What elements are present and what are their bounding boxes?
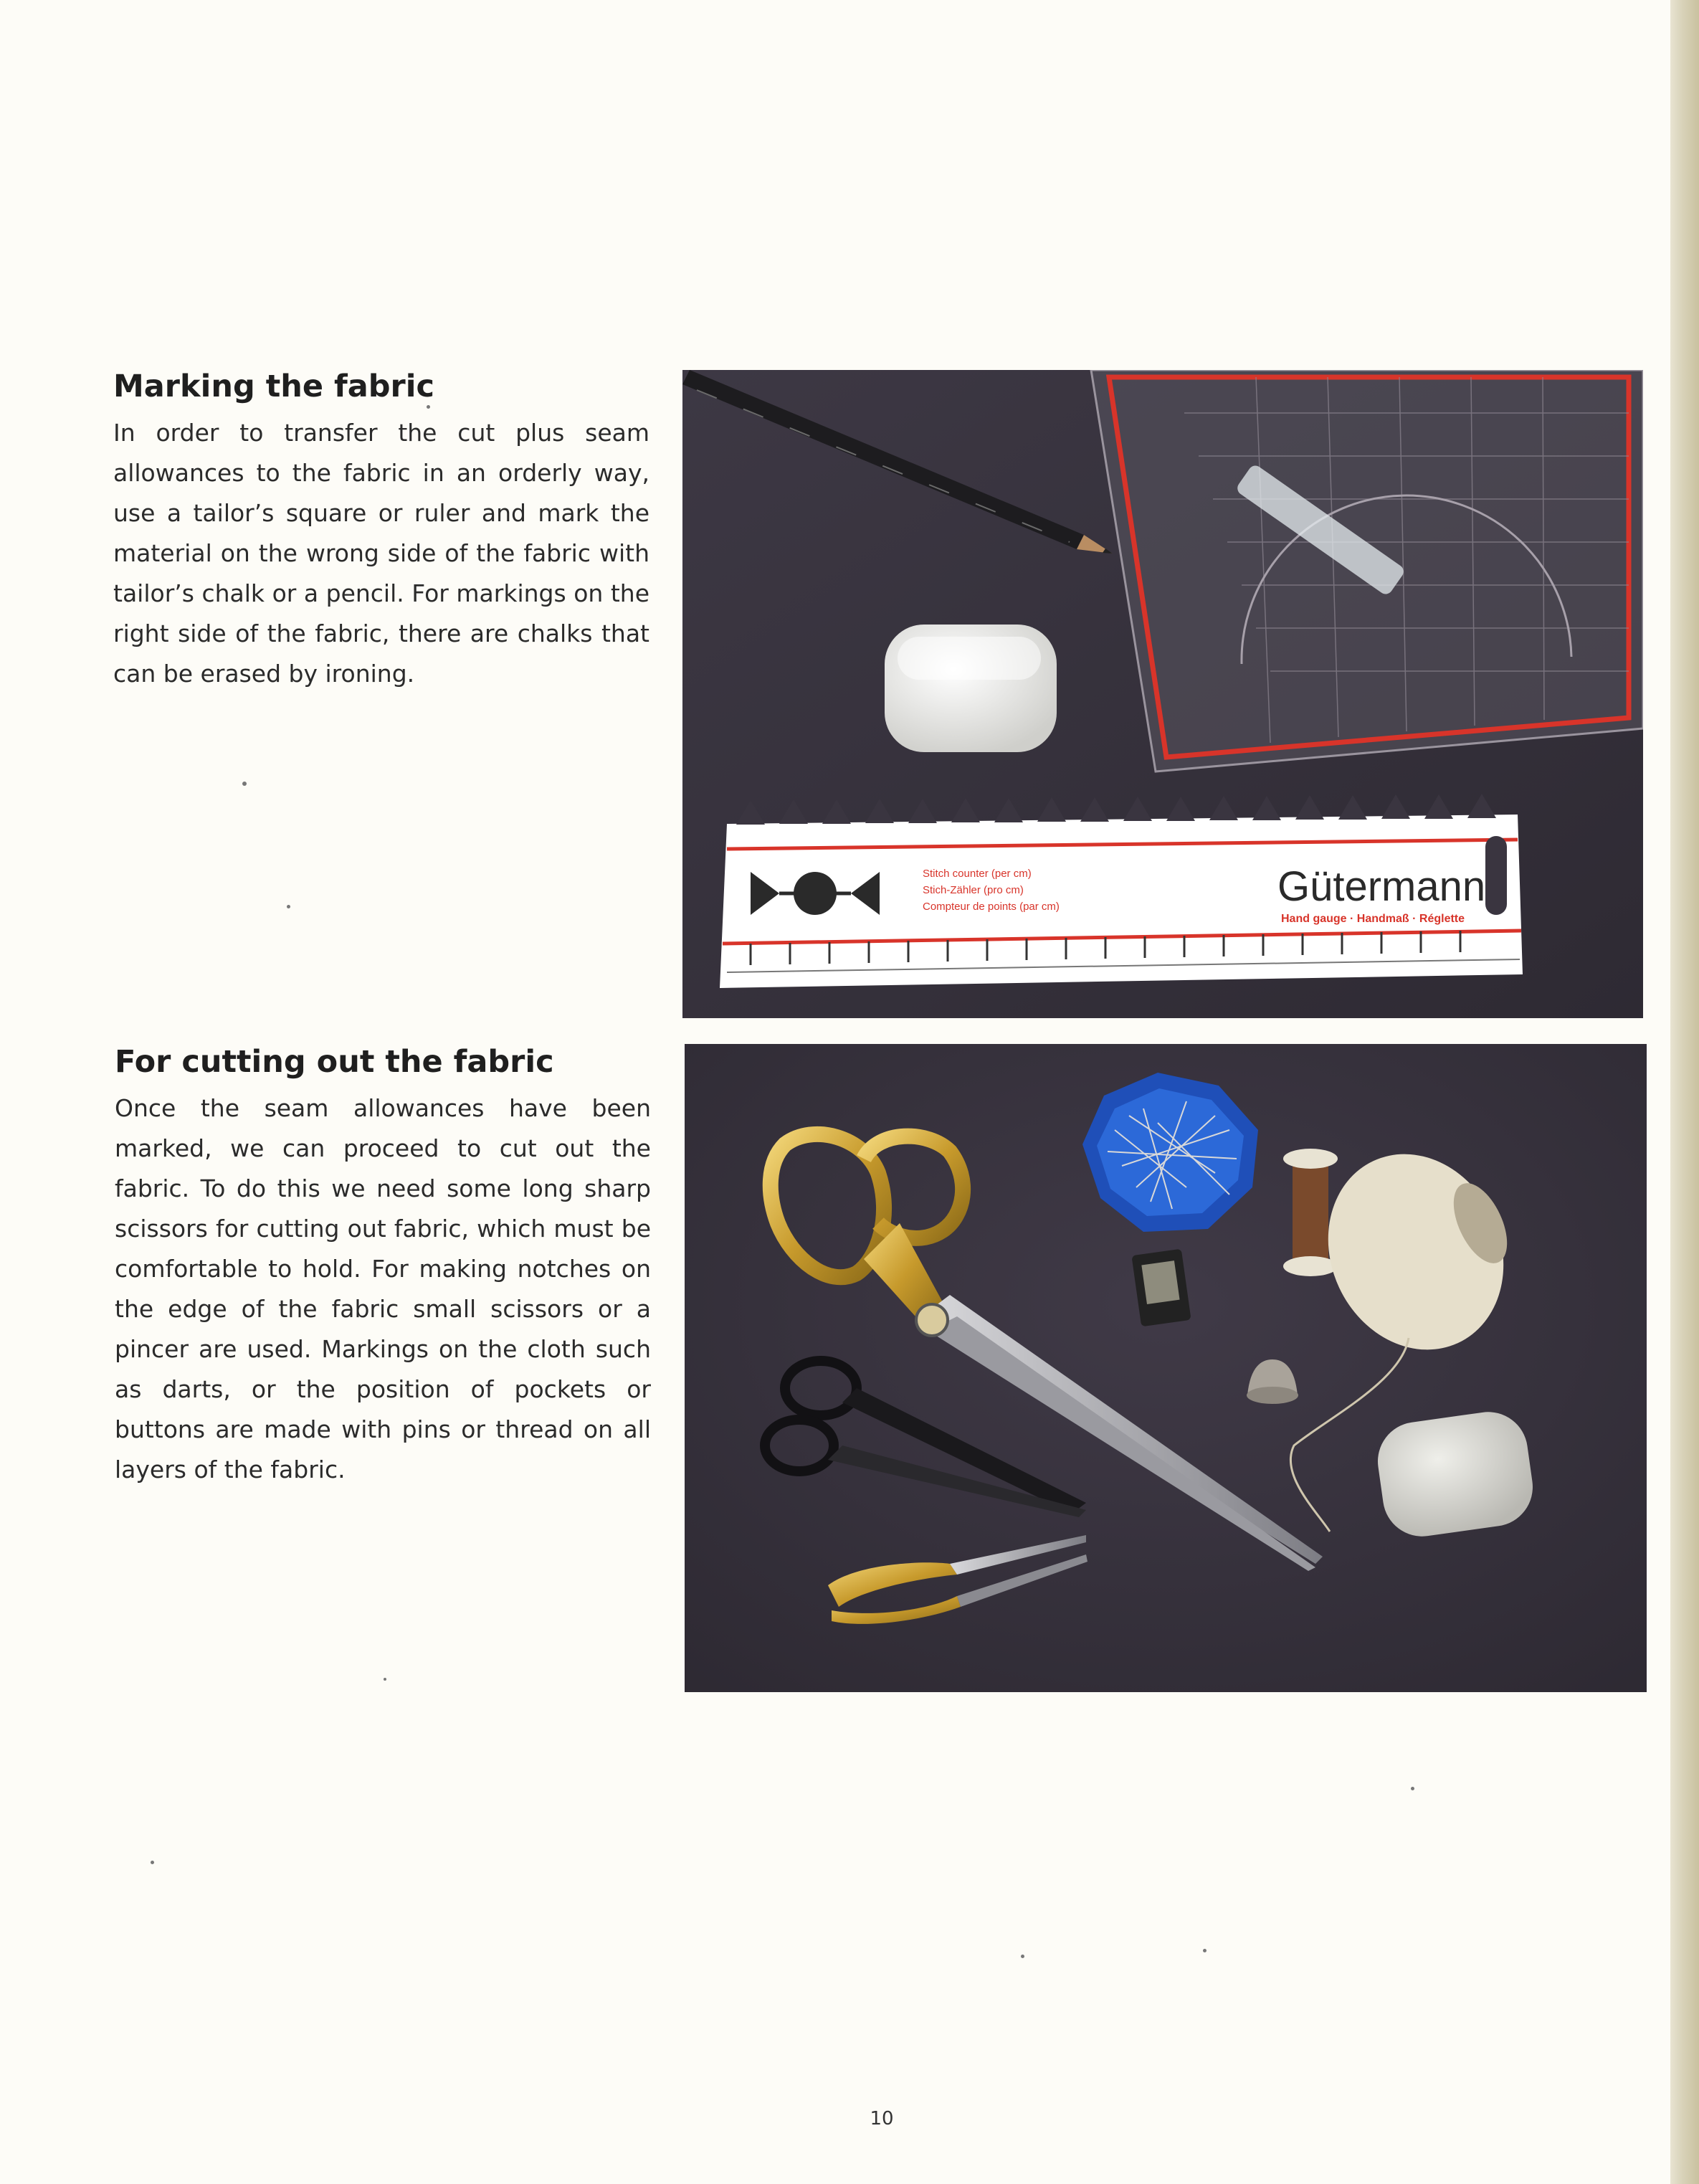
scan-speck: [384, 1678, 386, 1681]
gauge-subtitle: Hand gauge · Handmaß · Réglette: [1281, 913, 1465, 925]
paragraph-cutting-out-the-fabric: Once the seam allowances have been marked, we can proceed to cut out the fabric. To do this we need some long sharp scissors for cutting out fabric, which must be comfortable to hold. For making notches on the edge of the fabric small scissors or a pincer are used. Markings on the cloth such as darts, or the position of pockets or buttons are made with pins or thread on all layers of the fabric.: [115, 1094, 651, 1483]
scan-speck: [427, 405, 430, 409]
scan-speck: [1411, 1787, 1414, 1790]
scan-speck: [151, 1861, 154, 1864]
heading-cutting-out-the-fabric: For cutting out the fabric: [115, 1044, 554, 1080]
page-number: 10: [870, 2108, 894, 2130]
scan-speck: [242, 782, 247, 786]
page-edge: [1670, 0, 1699, 2184]
gauge-label-line-3: Compteur de points (par cm): [923, 901, 1060, 913]
cutting-tools-illustration: [685, 1044, 1647, 1692]
set-square: [1091, 370, 1643, 771]
tailors-chalk: [885, 625, 1057, 752]
heading-marking-the-fabric: Marking the fabric: [113, 369, 434, 404]
hand-gauge: [720, 794, 1523, 988]
photo-cutting-tools: [685, 1044, 1647, 1692]
gauge-label-line-2: Stich-Zähler (pro cm): [923, 884, 1024, 896]
paragraph-marking-the-fabric: In order to transfer the cut plus seam allowances to the fabric in an orderly way, use a tailor’s square or ruler and mark the material on the wrong side of the fabric with tailor’s chalk or a pencil. For markings on the right side of the fabric, there are chalks that can be erased by ironing.: [113, 419, 649, 688]
gauge-brand: Gütermann: [1277, 863, 1486, 910]
scan-speck: [287, 905, 290, 908]
scan-speck: [1203, 1949, 1207, 1952]
gauge-label-line-1: Stitch counter (per cm): [923, 868, 1032, 880]
scan-speck: [1021, 1955, 1024, 1958]
needle-packet: [1131, 1249, 1191, 1327]
photo-marking-tools: [682, 370, 1643, 1018]
marking-tools-illustration: [682, 370, 1643, 1018]
